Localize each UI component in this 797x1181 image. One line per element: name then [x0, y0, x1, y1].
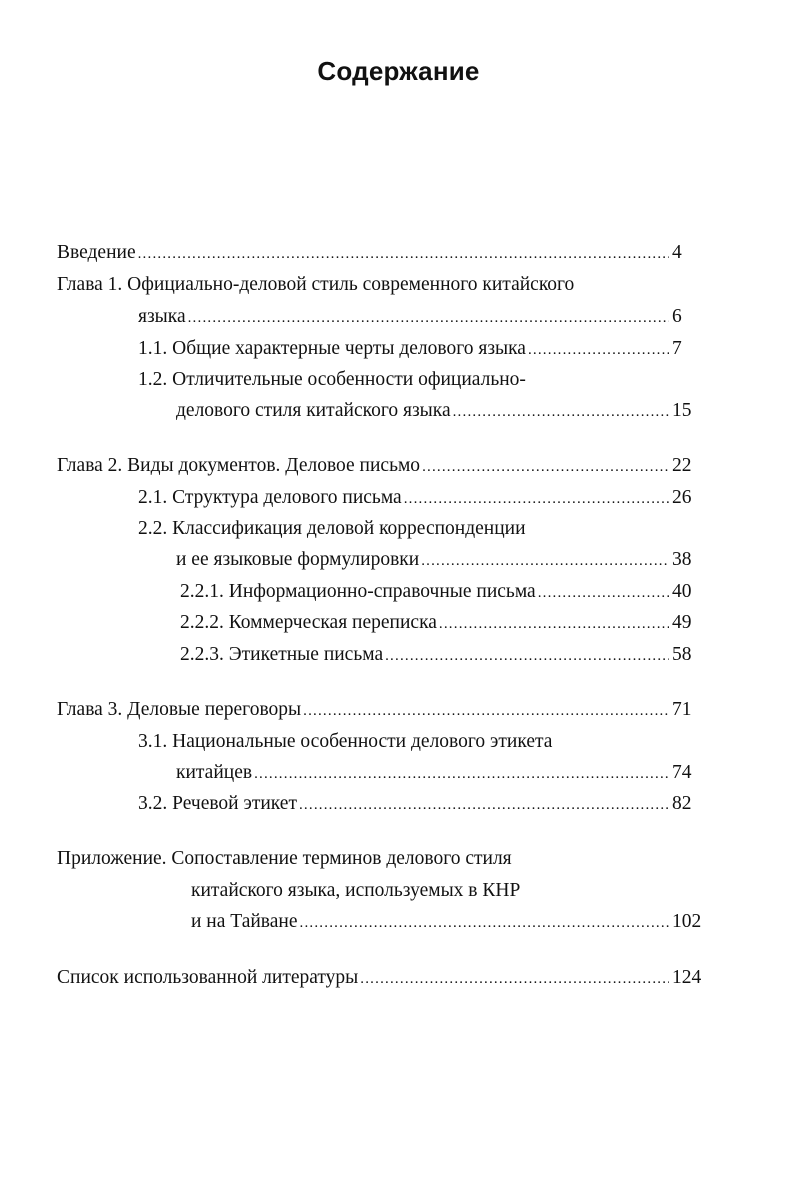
toc-entry-chapter-2[interactable] — [57, 452, 695, 480]
toc-label: и ее языковые формулировки — [176, 549, 420, 570]
toc-entry-1-2[interactable] — [176, 397, 695, 425]
leader-dots — [138, 240, 669, 268]
toc-page-number: 102 — [672, 911, 702, 932]
toc-page-number: 22 — [672, 455, 692, 476]
page-title: Содержание — [317, 56, 480, 86]
toc-page-number: 74 — [672, 762, 692, 783]
toc-chapter-1-title[interactable]: Глава 1. Официально-деловой стиль современного китайского — [57, 274, 575, 295]
leader-dots — [360, 965, 669, 993]
toc-entry-3-2[interactable] — [138, 790, 695, 818]
leader-dots — [538, 579, 669, 607]
leader-dots — [421, 547, 669, 575]
toc-page-number: 38 — [672, 549, 692, 570]
toc-page-number: 58 — [672, 644, 692, 665]
leader-dots — [300, 909, 670, 937]
leader-dots — [404, 485, 669, 513]
toc-label: Введение — [57, 242, 136, 263]
toc-label: китайцев — [176, 762, 253, 783]
toc-label: 2.2.3. Этикетные письма — [180, 644, 384, 665]
toc-label: 2.2.2. Коммерческая переписка — [180, 612, 437, 633]
toc-entry-2-2-3[interactable] — [180, 641, 695, 669]
toc-entry-chapter-3[interactable] — [57, 696, 695, 724]
toc-entry-2-1[interactable] — [138, 484, 695, 512]
toc-entry-3-1-title[interactable]: 3.1. Национальные особенности делового этикета — [138, 731, 553, 752]
toc-page-number: 15 — [672, 400, 692, 421]
toc-entry-2-2-2[interactable] — [180, 609, 695, 637]
toc-entry-appendix[interactable] — [191, 908, 705, 936]
toc-label: языка — [138, 306, 186, 327]
toc-entry-2-2[interactable] — [176, 546, 695, 574]
toc-entry-2-2-title[interactable]: 2.2. Классификация деловой корреспонденции — [138, 518, 526, 539]
toc-label: Глава 3. Деловые переговоры — [57, 699, 302, 720]
leader-dots — [385, 642, 669, 670]
toc-label: 2.2.1. Информационно-справочные письма — [180, 581, 536, 602]
toc-label: делового стиля китайского языка — [176, 400, 451, 421]
leader-dots — [453, 398, 669, 426]
toc-page-number: 4 — [672, 242, 682, 263]
toc-entry-chapter-1[interactable] — [138, 303, 690, 331]
toc-label: и на Тайване — [191, 911, 298, 932]
toc-label: Глава 2. Виды документов. Деловое письмо — [57, 455, 421, 476]
toc-page-number: 82 — [672, 793, 692, 814]
leader-dots — [299, 791, 669, 819]
toc-label: 2.1. Структура делового письма — [138, 487, 402, 508]
toc-label: Список использованной литературы — [57, 967, 359, 988]
toc-page-number: 71 — [672, 699, 692, 720]
toc-page-number: 7 — [672, 338, 682, 359]
toc-entry-3-1[interactable] — [176, 759, 695, 787]
leader-dots — [303, 697, 669, 725]
toc-appendix-title[interactable]: Приложение. Сопоставление терминов делового стиля — [57, 848, 512, 869]
leader-dots — [188, 304, 669, 332]
toc-entry-2-2-1[interactable] — [180, 578, 695, 606]
toc-label: 3.2. Речевой этикет — [138, 793, 297, 814]
toc-label: 1.1. Общие характерные черты делового языка — [138, 338, 526, 359]
leader-dots — [439, 610, 669, 638]
leader-dots — [528, 336, 669, 364]
toc-page-number: 124 — [672, 967, 702, 988]
toc-entry-1-1[interactable] — [138, 335, 690, 363]
toc-entry-references[interactable] — [57, 964, 705, 992]
toc-page-number: 40 — [672, 581, 692, 602]
toc-page-number: 49 — [672, 612, 692, 633]
toc-page-number: 26 — [672, 487, 692, 508]
toc-page-number: 6 — [672, 306, 682, 327]
leader-dots — [422, 453, 669, 481]
toc-entry-intro[interactable] — [57, 239, 690, 267]
toc-appendix-title-cont[interactable]: китайского языка, используемых в КНР — [191, 880, 521, 901]
leader-dots — [254, 760, 669, 788]
toc-entry-1-2-title[interactable]: 1.2. Отличительные особенности официально- — [138, 369, 526, 390]
